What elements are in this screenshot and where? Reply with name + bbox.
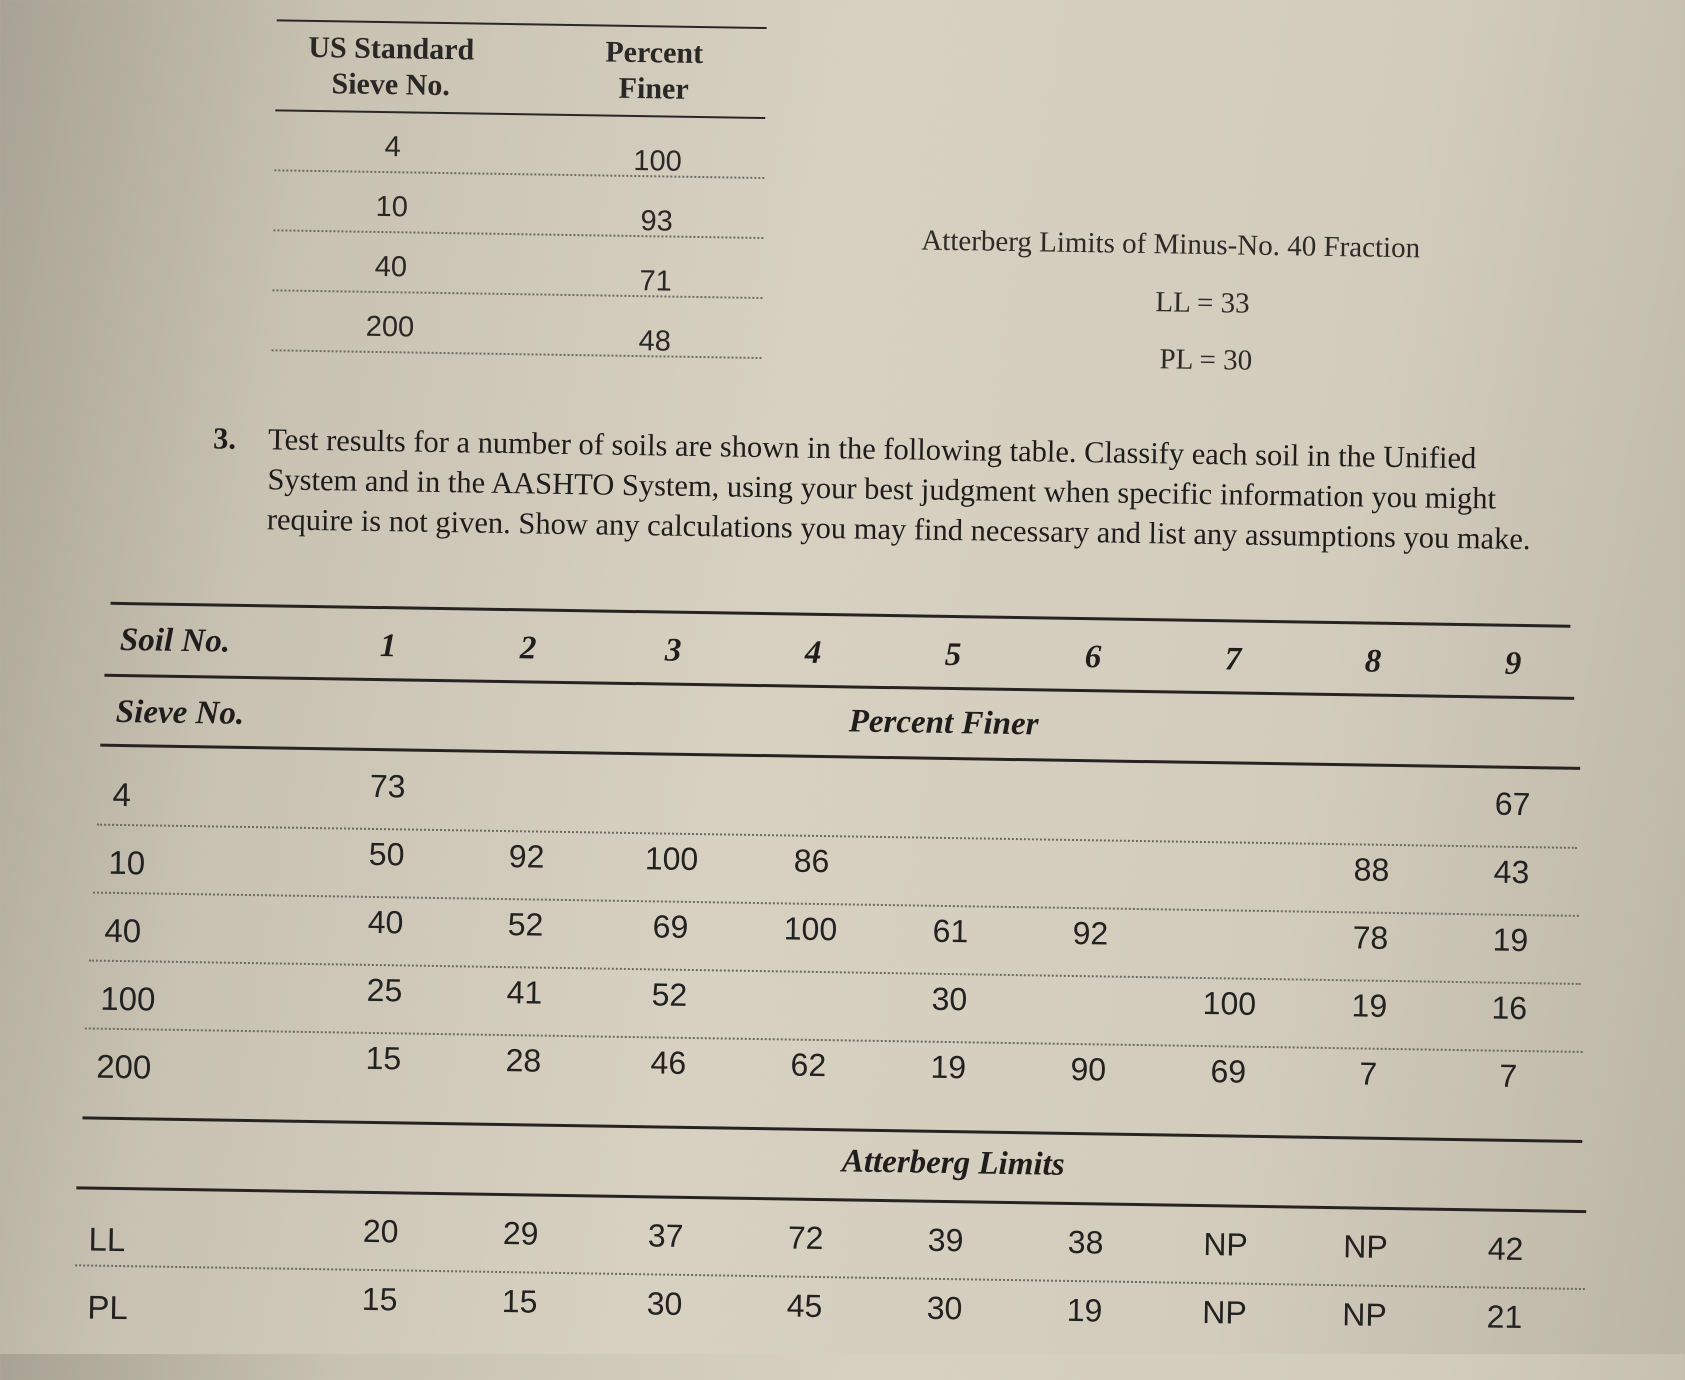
sieve-label-10: 10: [108, 843, 146, 882]
table-cell: 20: [362, 1212, 399, 1250]
table-cell: [1186, 917, 1276, 918]
finer-cell: 100: [633, 144, 682, 178]
table-cell: 100: [1202, 985, 1257, 1022]
table-cell: 15: [501, 1283, 538, 1320]
table-cell: 21: [1486, 1298, 1523, 1336]
table-cell: 25: [366, 971, 403, 1009]
liquid-limit-value: LL = 33: [1155, 286, 1250, 320]
table-cell: 29: [502, 1215, 539, 1252]
table-cell: 42: [1487, 1230, 1524, 1268]
table-cell: [768, 774, 858, 775]
table-cell: 61: [932, 912, 969, 950]
table-cell: 19: [1351, 987, 1388, 1024]
table-cell: NP: [1342, 1296, 1388, 1333]
header-rule: [104, 674, 1574, 700]
table-cell: 30: [931, 980, 968, 1018]
table-cell: 19: [1492, 921, 1529, 959]
soil-number-1: 1: [379, 628, 397, 665]
soil-number-5: 5: [944, 636, 962, 674]
table-cell: 7: [1499, 1057, 1518, 1094]
soil-number-8: 8: [1364, 643, 1382, 680]
header-percent-finer: Percent Finer: [605, 35, 704, 106]
sieve-number-header: Sieve No.: [115, 693, 245, 732]
finer-cell: 71: [639, 265, 673, 298]
table-top-rule: [277, 19, 767, 29]
table-cell: 90: [1070, 1050, 1107, 1088]
finer-cell: 93: [640, 205, 673, 238]
percent-finer-header: Percent Finer: [848, 703, 1039, 743]
problem-text: Test results for a number of soils are shown in the following table. Classify each soil in the Unified System and in the AASHTO System, using your best judgment when specific information you might require is not given. Show any calculations you may find necessary and list any assumptions you make.: [266, 422, 1531, 557]
table-cell: [1328, 783, 1418, 784]
row-divider: [89, 960, 1581, 985]
table-cell: [1048, 779, 1138, 780]
table-header-rule: [275, 109, 765, 119]
sieve-cell: 4: [384, 131, 402, 164]
table-cell: 67: [1494, 785, 1531, 823]
table-cell: 41: [506, 974, 543, 1011]
table-cell: 37: [647, 1217, 684, 1254]
table-cell: 15: [361, 1280, 398, 1318]
problem-statement: [212, 418, 1574, 559]
table-cell: 69: [652, 908, 689, 945]
table-cell: 88: [1353, 851, 1390, 888]
sieve-label-40: 40: [104, 911, 142, 950]
table-cell: 43: [1493, 853, 1530, 891]
table-cell: 100: [644, 840, 699, 878]
table-cell: 69: [1210, 1053, 1247, 1090]
table-cell: 50: [368, 835, 405, 873]
table-cell: [1187, 849, 1277, 850]
soil-number-3: 3: [664, 632, 682, 669]
table-cell: 16: [1491, 989, 1528, 1027]
table-cell: [628, 772, 718, 773]
table-cell: 62: [790, 1046, 827, 1084]
sieve-cell: 10: [375, 190, 409, 224]
sieve-cell: 200: [365, 310, 415, 344]
table-cell: 30: [926, 1289, 963, 1327]
table-cell: 52: [507, 906, 544, 943]
table-cell: 73: [369, 767, 406, 805]
soil-number-2: 2: [519, 630, 537, 667]
table-cell: 28: [505, 1042, 542, 1079]
table-cell: 86: [793, 842, 830, 880]
limit-label-ll: LL: [88, 1220, 126, 1259]
table-cell: 45: [786, 1287, 823, 1325]
header-sieve: US Standard Sieve No.: [308, 30, 475, 103]
table-cell: 30: [646, 1285, 683, 1322]
soil-number-4: 4: [804, 634, 822, 671]
table-cell: 7: [1359, 1055, 1378, 1092]
table-cell: NP: [1203, 1226, 1249, 1263]
sieve-section-bottom-rule: [82, 1116, 1582, 1143]
table-cell: [908, 776, 998, 777]
sieve-cell: 40: [374, 250, 408, 284]
table-cell: NP: [1202, 1294, 1248, 1331]
atterberg-note-title: Atterberg Limits of Minus-No. 40 Fraction: [921, 224, 1421, 265]
table-cell: 78: [1352, 919, 1389, 956]
table-cell: [483, 770, 573, 771]
table-cell: [1188, 781, 1278, 782]
table-cell: 38: [1067, 1223, 1104, 1261]
table-cell: [907, 844, 997, 845]
limit-label-pl: PL: [87, 1288, 129, 1327]
table-top-rule: [111, 602, 1571, 628]
finer-cell: 48: [638, 325, 672, 358]
table-cell: NP: [1343, 1228, 1389, 1265]
soil-number-7: 7: [1224, 641, 1242, 678]
subheader-rule: [100, 744, 1580, 770]
table-cell: 19: [1066, 1291, 1103, 1329]
table-cell: 46: [650, 1044, 687, 1081]
table-cell: [1045, 983, 1135, 984]
sieve-label-4: 4: [112, 775, 132, 814]
table-cell: [1047, 847, 1137, 848]
table-cell: [765, 978, 855, 979]
table-cell: 40: [367, 903, 404, 941]
sieve-label-200: 200: [95, 1047, 152, 1086]
table-cell: 92: [1072, 914, 1109, 952]
plastic-limit-value: PL = 30: [1159, 343, 1253, 377]
table-cell: 72: [787, 1219, 824, 1257]
sieve-label-100: 100: [100, 979, 156, 1018]
table-cell: 39: [927, 1221, 964, 1259]
table-cell: 52: [651, 976, 688, 1013]
table-cell: 100: [783, 910, 838, 948]
soil-number-9: 9: [1504, 645, 1522, 682]
table-cell: 92: [508, 838, 545, 875]
atterberg-header-rule: [76, 1186, 1586, 1213]
problem-number: 3.: [212, 421, 237, 456]
row-divider: [75, 1264, 1585, 1290]
table-cell: 19: [930, 1048, 967, 1086]
table-cell: 15: [365, 1039, 402, 1077]
soil-number-6: 6: [1084, 639, 1102, 676]
soil-number-header: Soil No.: [119, 621, 231, 660]
atterberg-limits-header: Atterberg Limits: [841, 1143, 1065, 1183]
